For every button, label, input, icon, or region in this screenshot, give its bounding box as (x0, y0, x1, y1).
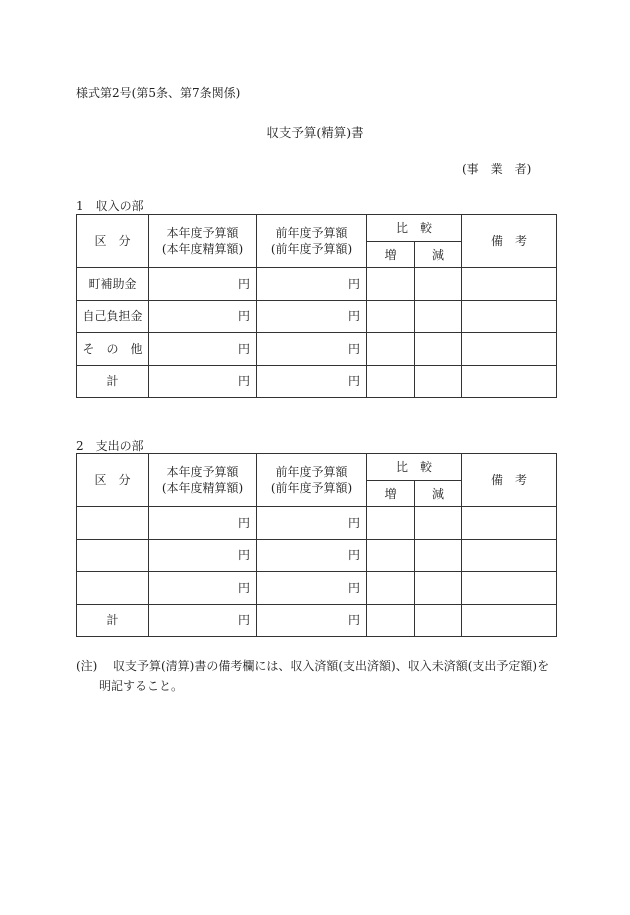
row-decrease (415, 604, 462, 637)
row-decrease (415, 365, 462, 398)
row-increase (367, 539, 415, 572)
row-current-amount: 円 (149, 507, 257, 540)
expense-section-heading: 2 支出の部 (76, 439, 144, 453)
row-previous-amount: 円 (257, 572, 367, 605)
note-text-line2: 明記すること。 (99, 679, 184, 693)
row-remarks (462, 333, 557, 366)
row-increase (367, 300, 415, 333)
row-previous-amount: 円 (257, 365, 367, 398)
row-increase (367, 333, 415, 366)
row-remarks (462, 300, 557, 333)
header-category: 区 分 (77, 454, 149, 507)
note-text-line1: 収支予算(清算)書の備考欄には、収入済額(支出済額)、収入未済額(支出予定額)を (113, 659, 550, 673)
row-previous-amount: 円 (257, 604, 367, 637)
row-increase (367, 268, 415, 301)
row-decrease (415, 507, 462, 540)
header-current-year (149, 454, 257, 507)
table-row (77, 539, 557, 572)
table-row (77, 333, 557, 366)
header-current-year-label: 本年度予算額 (166, 226, 239, 240)
row-increase (367, 572, 415, 605)
row-category: 町補助金 (77, 268, 149, 301)
header-previous-year-sub: (前年度予算額) (270, 242, 353, 256)
table-row (77, 572, 557, 605)
header-comparison: 比 較 (367, 215, 462, 242)
header-increase: 増 (367, 242, 415, 268)
row-previous-amount: 円 (257, 507, 367, 540)
header-decrease: 減 (415, 481, 462, 507)
row-remarks (462, 365, 557, 398)
row-current-amount: 円 (149, 333, 257, 366)
row-current-amount: 円 (149, 572, 257, 605)
note-prefix: (注) (76, 659, 98, 673)
table-row-total (77, 365, 557, 398)
table-row (77, 268, 557, 301)
header-remarks: 備 考 (462, 215, 557, 268)
row-decrease (415, 539, 462, 572)
header-previous-year-label: 前年度予算額 (275, 226, 348, 240)
header-increase: 増 (367, 481, 415, 507)
table-row (77, 507, 557, 540)
header-previous-year-sub: (前年度予算額) (270, 481, 353, 495)
header-current-year (149, 215, 257, 268)
row-remarks (462, 268, 557, 301)
income-table (76, 214, 557, 398)
row-decrease (415, 300, 462, 333)
form-number: 様式第2号(第5条、第7条関係) (76, 86, 241, 100)
row-increase (367, 507, 415, 540)
row-decrease (415, 268, 462, 301)
header-previous-year (257, 454, 367, 507)
row-current-amount: 円 (149, 300, 257, 333)
row-decrease (415, 572, 462, 605)
row-previous-amount: 円 (257, 539, 367, 572)
row-category: 自己負担金 (77, 300, 149, 333)
income-section-heading: 1 収入の部 (76, 199, 144, 213)
row-category (77, 539, 149, 572)
header-current-year-sub: (本年度精算額) (161, 481, 244, 495)
row-category: 計 (77, 365, 149, 398)
row-previous-amount: 円 (257, 333, 367, 366)
row-current-amount: 円 (149, 604, 257, 637)
header-decrease: 減 (415, 242, 462, 268)
row-remarks (462, 539, 557, 572)
expense-table (76, 453, 557, 637)
operator-label: (事 業 者) (462, 162, 532, 176)
header-previous-year-label: 前年度予算額 (275, 465, 348, 479)
header-category: 区 分 (77, 215, 149, 268)
row-category: 計 (77, 604, 149, 637)
row-remarks (462, 507, 557, 540)
row-remarks (462, 572, 557, 605)
header-previous-year (257, 215, 367, 268)
table-row-total (77, 604, 557, 637)
row-category: そ の 他 (77, 333, 149, 366)
document-title: 収支予算(精算)書 (266, 125, 364, 140)
header-current-year-sub: (本年度精算額) (161, 242, 244, 256)
row-current-amount: 円 (149, 268, 257, 301)
row-previous-amount: 円 (257, 268, 367, 301)
header-comparison: 比 較 (367, 454, 462, 481)
row-category (77, 507, 149, 540)
header-remarks: 備 考 (462, 454, 557, 507)
row-category (77, 572, 149, 605)
row-current-amount: 円 (149, 365, 257, 398)
row-increase (367, 604, 415, 637)
table-row (77, 300, 557, 333)
row-previous-amount: 円 (257, 300, 367, 333)
row-remarks (462, 604, 557, 637)
row-current-amount: 円 (149, 539, 257, 572)
header-current-year-label: 本年度予算額 (166, 465, 239, 479)
row-increase (367, 365, 415, 398)
row-decrease (415, 333, 462, 366)
